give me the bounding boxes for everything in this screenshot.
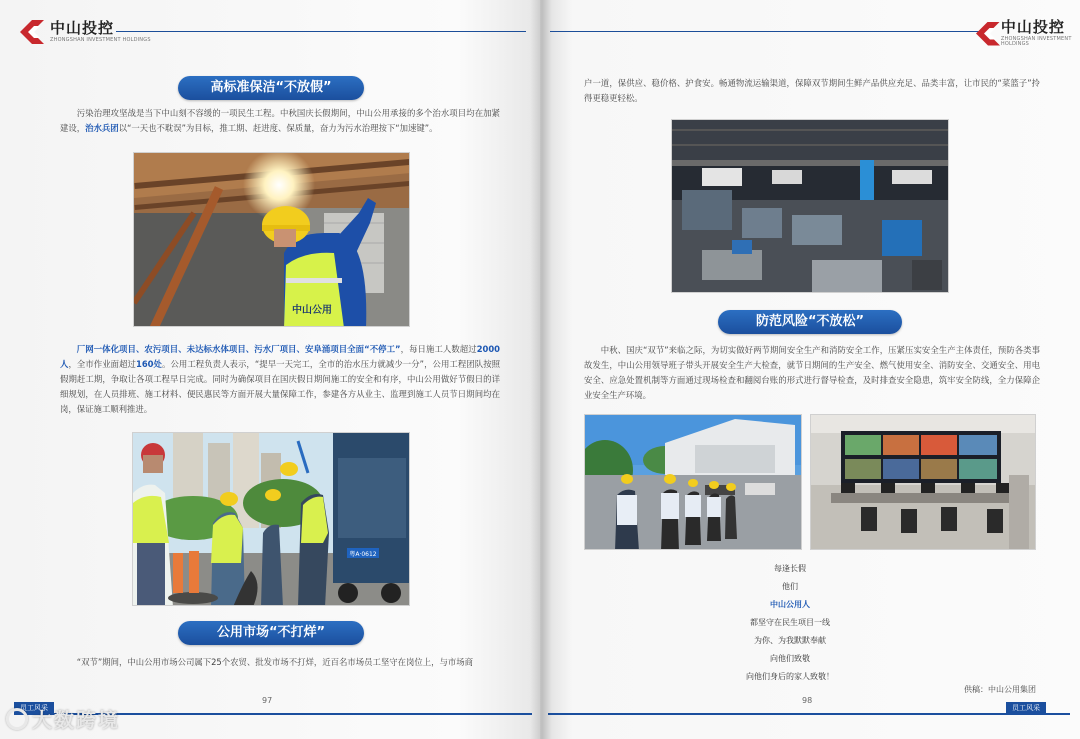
poem-line: 中山公用人 [770, 600, 810, 609]
photo-market-hall [671, 119, 949, 293]
section-tab-left: 员工风采 [14, 702, 54, 714]
watermark [6, 704, 120, 733]
photo-street-construction [132, 432, 410, 606]
section-title-cleaning: 高标准保洁“不放假” [178, 76, 364, 100]
logo-mark-icon [20, 20, 44, 44]
tribute-poem [700, 560, 880, 686]
safety-paragraph: 中秋、国庆“双节”来临之际，为切实做好两节期间安全生产和消防安全工作，压紧压实安全生产主体责任，预防各类事故发生，中山公用领导班子带头开展安全生产大检查，就节日期间的生产安全、燃气使用安全、消防安全、交通安全、用电安全、应急处置机制等方面通过现场检查和翻阅台账的形式进行督导检查，及时排查安全隐患，筑牢安全防线，全力保障企业安全生产环境。 [584, 345, 1040, 400]
photo-control-room [810, 414, 1036, 550]
section-title-safety: 防范风险“不放松” [718, 310, 902, 334]
logo-name: 中山投控 [50, 19, 115, 37]
company-logo [20, 20, 151, 44]
photo-safety-inspection [584, 414, 802, 550]
section-tab-right: 员工风采 [1006, 702, 1046, 714]
cleaning-paragraph: 污染治理攻坚战是当下中山刻不容缓的一项民生工程。中秋国庆长假期间，中山公用承接的多个治水项目均在加紧建设，治水兵团以“一天也不耽误”为目标，推工期、赶进度、保质量，奋力为污水治理按下“加速键”。 [60, 108, 500, 133]
poem-line: 都坚守在民生项目一线 [750, 618, 830, 627]
truck-plate: 粤A·0612 [349, 551, 377, 558]
poem-line: 向他们致敬 [770, 654, 810, 663]
poem-line: 向他们身后的家人致敬！ [746, 672, 834, 681]
spine-shadow [530, 0, 552, 739]
watermark-logo-icon [6, 708, 28, 730]
watermark-text: 大数跨境 [32, 708, 120, 732]
logo-subtitle: ZHONGSHAN INVESTMENT HOLDINGS [50, 37, 151, 43]
section-title-market: 公用市场“不打烊” [178, 621, 364, 645]
company-logo-right [976, 20, 1080, 47]
poem-line: 为你、为我默默奉献 [754, 636, 826, 645]
page-number-right: 98 [802, 696, 813, 705]
photo-welding-worker [133, 152, 410, 327]
poem-line: 每逢长假 [774, 564, 806, 573]
projects-paragraph: 厂网一体化项目、农污项目、未达标水体项目、污水厂项目、安阜涌项目全面“不停工”，每日施工人数超过2000人，全市作业面超过160处。公用工程负责人表示，“提早一天完工，全市的治水压力就减少一分”，公用工程团队按照假期赶工期，争取让各项工程早日完成。同时为确保项目在国庆假日期间施工的安全和有序，中山公用做好节假日的详细规划，在人员排班、施工材料、便民惠民等方面开展大量保障工作，参建各方从业主、监理到施工人员节日期间均在岗，保证施工顺利推进。 [60, 344, 501, 414]
page-number-left: 97 [262, 696, 273, 705]
logo-subtitle-right: ZHONGSHAN INVESTMENT HOLDINGS [1000, 36, 1072, 47]
vest-text: 中山公用 [292, 305, 332, 316]
supply-paragraph: 户一道，保供应、稳价格、护食安。畅通物流运输渠道，保障双节期间生鲜产品供应充足、品类丰富，让市民的“菜篮子”拎得更稳更轻松。 [584, 78, 1040, 103]
contributor-credit: 供稿：中山公用集团 [964, 685, 1036, 694]
poem-line: 他们 [782, 582, 798, 591]
header-rule [116, 31, 526, 32]
footer-rule-right [548, 713, 1070, 715]
logo-mark-icon-right [976, 22, 995, 46]
logo-name-right: 中山投控 [1000, 18, 1065, 36]
market-paragraph: “双节”期间，中山公用市场公司属下25个农贸、批发市场不打烊，近百名市场员工坚守在岗位上，与市场商 [76, 657, 474, 667]
header-rule-right [550, 31, 980, 32]
water-team-highlight: 治水兵团 [85, 123, 119, 133]
